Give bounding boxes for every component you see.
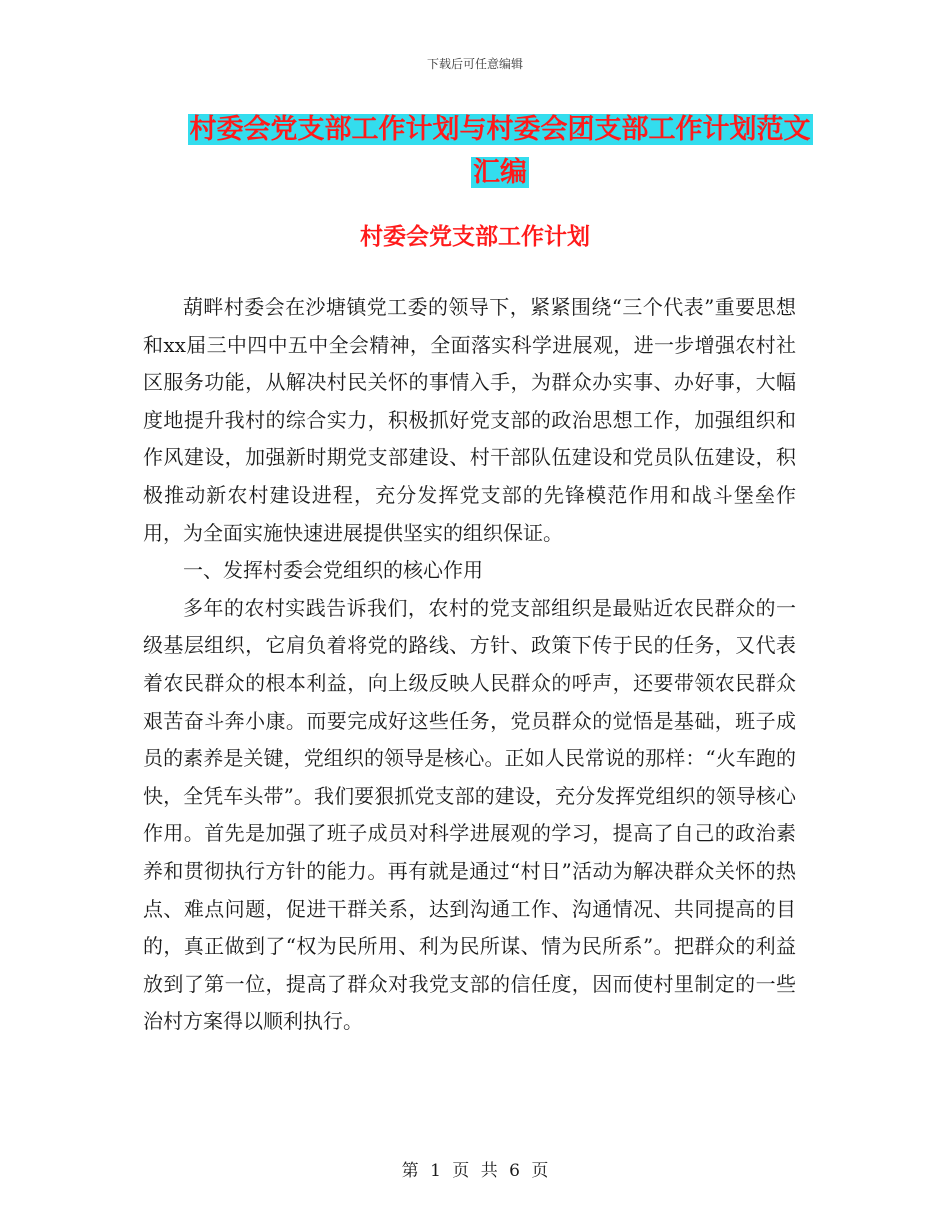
page-header-note: 下载后可任意编辑 [426,57,523,71]
section-title: 村委会党支部工作计划 [360,223,590,250]
document-title [140,108,860,194]
page-number-footer: 第 1 页 共 6 页 [401,1161,549,1181]
paragraph-body-1: 多年的农村实践告诉我们，农村的党支部组织是最贴近农民群众的一级基层组织，它肩负着将党的路线、方针、政策下传于民的任务，又代表着农民群众的根本利益，向上级反映人民群众的呼声，还要带领农民群众艰苦奋斗奔小康。而要完成好这些任务，党员群众的觉悟是基础，班子成员的素养是关键，党组织的领导是核心。正如人民常说的那样：“火车跑的快，全凭车头带”。我们要狠抓党支部的建设，充分发挥党组织的领导核心作用。首先是加强了班子成员对科学进展观的学习，提高了自己的政治素养和贯彻执行方针的能力。再有就是通过“村日”活动为解决群众关怀的热点、难点问题，促进干群关系，达到沟通工作、沟通情况、共同提高的目的，真正做到了“权为民所用、利为民所谋、情为民所系”。把群众的利益放到了第一位，提高了群众对我党支部的信任度，因而使村里制定的一些治村方案得以顺利执行。 [143,595,796,1034]
paragraph-intro: 葫畔村委会在沙塘镇党工委的领导下，紧紧围绕“三个代表”重要思想和xx届三中四中五中全会精神，全面落实科学进展观，进一步增强农村社区服务功能，从解决村民关怀的事情入手，为群众办实事、办好事，大幅度地提升我村的综合实力，积极抓好党支部的政治思想工作，加强组织和作风建设，加强新时期党支部建设、村干部队伍建设和党员队伍建设，积极推动新农村建设进程，充分发挥党支部的先锋模范作用和战斗堡垒作用，为全面实施快速进展提供坚实的组织保证。 [143,295,796,545]
document-title-line-1: 村委会党支部工作计划与村委会团支部工作计划范文 [189,114,811,145]
document-body [143,289,796,1041]
document-title-line-2: 汇编 [473,157,527,188]
paragraph-heading-1: 一、发挥村委会党组织的核心作用 [183,558,483,583]
